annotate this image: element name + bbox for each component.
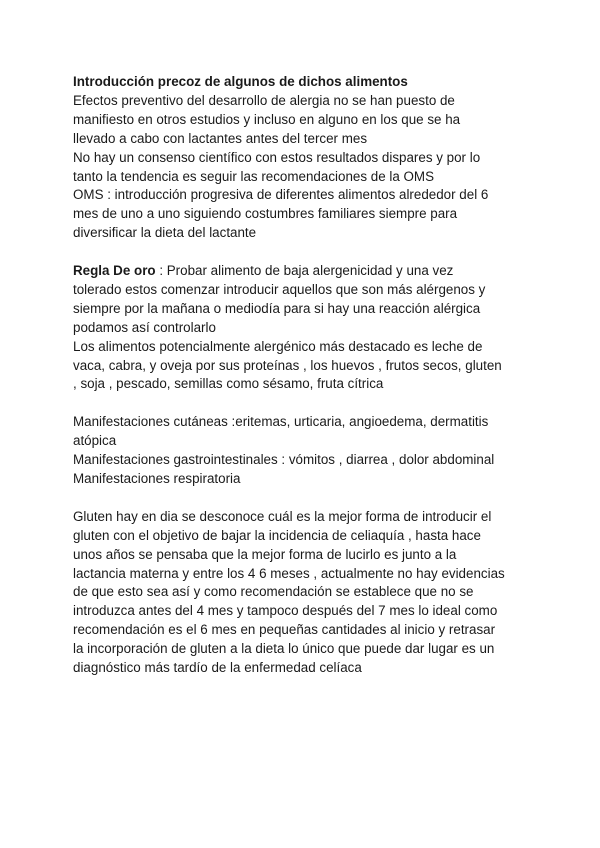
paragraph-gap	[73, 394, 543, 413]
text-line: Manifestaciones gastrointestinales : vómitos , diarrea , dolor abdominal	[73, 452, 495, 468]
text-line: introduzca antes del 4 mes y tampoco después del 7 mes lo ideal como	[73, 603, 498, 619]
text-line: OMS : introducción progresiva de diferentes alimentos alrededor del 6	[73, 187, 489, 203]
text-line: tanto la tendencia es seguir las recomendaciones de la OMS	[73, 168, 435, 184]
text-line: manifiesto en otros estudios y incluso en alguno en los que se ha	[73, 111, 461, 127]
text-line: llevado a cabo con lactantes antes del tercer mes	[73, 130, 368, 146]
text-line: mes de uno a uno siguiendo costumbres familiares siempre para	[73, 206, 458, 222]
text-line: unos años se pensaba que la mejor forma de lucirlo es junto a la	[73, 546, 457, 562]
text-line: Manifestaciones cutáneas :eritemas, urticaria, angioedema, dermatitis	[73, 414, 489, 430]
text-line: recomendación es el 6 mes en pequeñas cantidades al inicio y retrasar	[73, 622, 496, 638]
section-regla-de-oro	[73, 262, 543, 394]
section-introduccion	[73, 73, 543, 243]
text-line: gluten con el objetivo de bajar la incidencia de celiaquía , hasta hace	[73, 527, 481, 543]
text-line: vaca, cabra, y oveja por sus proteínas , los huevos , frutos secos, gluten	[73, 357, 502, 373]
text-line	[73, 262, 543, 281]
inline-text: : Probar alimento de baja alergenicidad y una vez	[155, 263, 454, 279]
text-line: Los alimentos potencialmente alergénico más destacado es leche de	[73, 338, 483, 354]
text-line: tolerado estos comenzar introducir aquellos que son más alérgenos y	[73, 281, 486, 297]
text-line: Gluten hay en dia se desconoce cuál es la mejor forma de introducir el	[73, 508, 492, 524]
text-line: Efectos preventivo del desarrollo de alergia no se han puesto de	[73, 92, 455, 108]
text-line: podamos así controlarlo	[73, 319, 216, 335]
text-line: Manifestaciones respiratoria	[73, 471, 241, 486]
document-page	[73, 73, 543, 678]
text-line: siempre por la mañana o mediodía para si hay una reacción alérgica	[73, 300, 481, 316]
text-line: de que esto sea así y como recomendación se establece que no se	[73, 584, 474, 600]
text-line: lactancia materna y entre los 4 6 meses , actualmente no hay evidencias	[73, 565, 505, 581]
text-line: atópica	[73, 433, 117, 449]
text-line: , soja , pescado, semillas como sésamo, fruta cítrica	[73, 376, 384, 392]
text-line: la incorporación de gluten a la dieta lo único que puede dar lugar es un	[73, 641, 495, 657]
text-line: No hay un consenso científico con estos resultados dispares y por lo	[73, 149, 481, 165]
paragraph-gap	[73, 243, 543, 262]
section-manifestaciones	[73, 413, 543, 489]
paragraph-gap	[73, 489, 543, 508]
section-heading: Introducción precoz de algunos de dichos alimentos	[73, 74, 408, 89]
bold-label: Regla De oro	[73, 263, 156, 279]
text-line: diversificar la dieta del lactante	[73, 225, 257, 241]
section-gluten	[73, 508, 543, 678]
text-line: diagnóstico más tardío de la enfermedad celíaca	[73, 660, 362, 676]
